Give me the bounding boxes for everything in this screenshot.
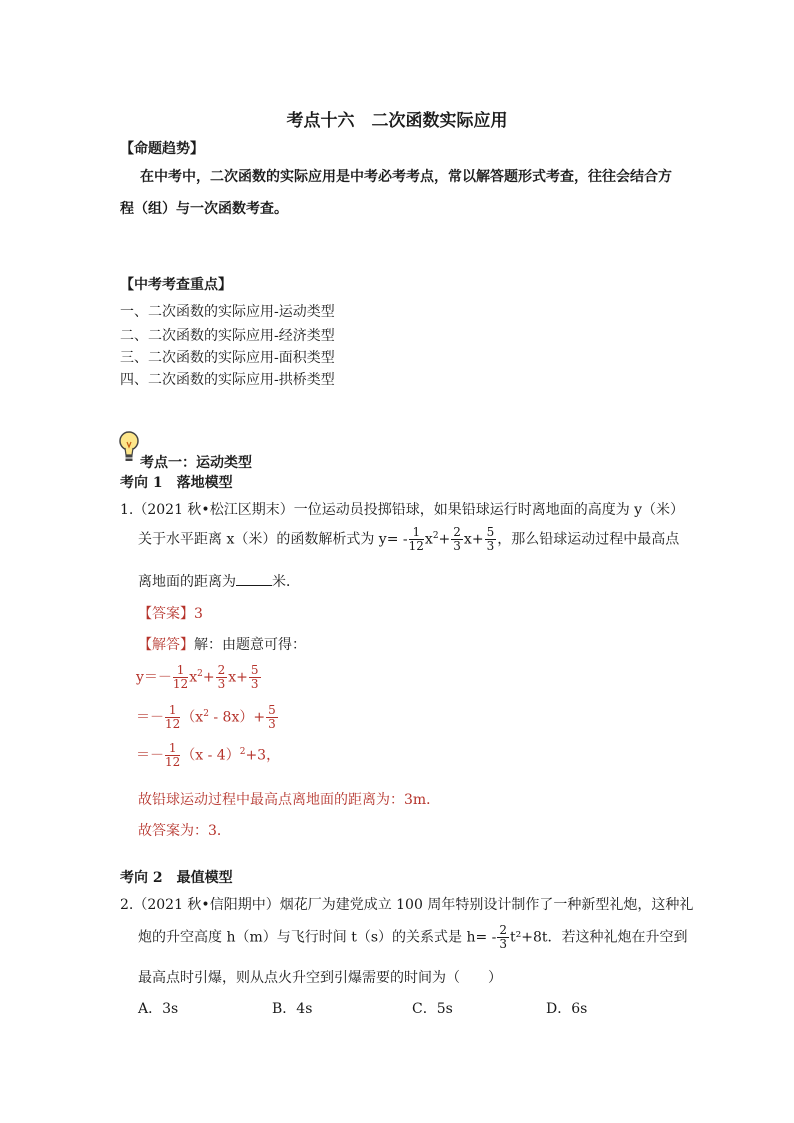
lightbulb-icon bbox=[118, 430, 140, 464]
solution-intro: 解：由题意可得： bbox=[194, 637, 306, 653]
q1-line3-prefix: 离地面的距离为 bbox=[138, 574, 236, 590]
q1-line1: 1.（2021 秋•松江区期末）一位运动员投掷铅球，如果铅球运行时离地面的高度为 y（米） bbox=[120, 502, 685, 518]
focus-item-2: 二、二次函数的实际应用-经济类型 bbox=[120, 328, 335, 344]
direction-2-heading: 考向 2 最值模型 bbox=[120, 870, 233, 886]
answer-value: 3 bbox=[194, 606, 203, 622]
q1-solution-intro bbox=[138, 634, 306, 654]
trend-paragraph-line2: 程（组）与一次函数考查。 bbox=[120, 201, 288, 217]
q1-fraction-2-3: $\frac{2}{3}$ bbox=[453, 525, 461, 554]
page-title: 考点十六 二次函数实际应用 bbox=[286, 111, 508, 131]
q2-option-a[interactable]: A．3s bbox=[138, 1001, 179, 1017]
q1-line3 bbox=[138, 571, 300, 591]
q2-line2 bbox=[138, 924, 688, 951]
section-heading: 考点一：运动类型 bbox=[140, 455, 252, 471]
q2-option-b[interactable]: B．4s bbox=[272, 1001, 313, 1017]
direction-1-heading: 考向 1 落地模型 bbox=[120, 475, 233, 491]
q1-fraction-1-12: $\frac{1}{12}$ bbox=[408, 525, 424, 554]
q2-line3: 最高点时引爆，则从点火升空到引爆需要的时间为（ ） bbox=[138, 970, 502, 986]
q1-answer-blank bbox=[236, 573, 272, 586]
q2-line2-suffix: t²+8t．若这种礼炮在升空到 bbox=[510, 929, 688, 946]
solution-step-3: ＝－ $\frac{1}{12}$ （x - 4）$^2$+3， bbox=[136, 741, 281, 770]
q1-line3-suffix: 米． bbox=[272, 574, 300, 590]
q1-line2: 关于水平距离 x（米）的函数解析式为 y= - $\frac{1}{12}$ $x^2+$ $\frac{2}{3}$ x+ $\frac{5}{3}$ ，那么铅球运动过程中最高点 bbox=[138, 525, 680, 554]
solution-step-1: y＝－ $\frac{1}{12}$ $x^2+$ $\frac{2}{3}$ x+ $\frac{5}{3}$ bbox=[136, 663, 259, 692]
focus-heading: 【中考考查重点】 bbox=[120, 277, 232, 293]
q1-answer bbox=[138, 603, 203, 623]
focus-item-1: 一、二次函数的实际应用-运动类型 bbox=[120, 304, 335, 320]
solution-label: 【解答】 bbox=[138, 637, 194, 653]
q2-line1: 2.（2021 秋•信阳期中）烟花厂为建党成立 100 周年特别设计制作了一种新型礼炮，这种礼 bbox=[120, 897, 694, 913]
focus-item-3: 三、二次函数的实际应用-面积类型 bbox=[120, 350, 335, 366]
q2-fraction-2-3: $\frac{2}{3}$ bbox=[499, 923, 508, 952]
solution-step-2: ＝－ $\frac{1}{12}$ $(x^2 - 8x)+$ $\frac{5}{3}$ bbox=[136, 703, 276, 732]
trend-paragraph-line1: 在中考中，二次函数的实际应用是中考必考考点，常以解答题形式考查，往往会结合方 bbox=[140, 169, 672, 185]
q1-final-answer: 故答案为：3． bbox=[138, 823, 231, 839]
q2-option-d[interactable]: D．6s bbox=[546, 1001, 588, 1017]
trend-heading: 【命题趋势】 bbox=[120, 141, 204, 157]
q1-fraction-5-3: $\frac{5}{3}$ bbox=[486, 525, 495, 554]
focus-item-4: 四、二次函数的实际应用-拱桥类型 bbox=[120, 372, 335, 388]
q1-line2-prefix: 关于水平距离 x（米）的函数解析式为 y= - bbox=[138, 531, 408, 548]
q1-conclusion: 故铅球运动过程中最高点离地面的距离为：3m． bbox=[138, 792, 441, 808]
q1-line2-suffix: ，那么铅球运动过程中最高点 bbox=[497, 531, 680, 548]
answer-label: 【答案】 bbox=[138, 606, 194, 622]
q2-line2-prefix: 炮的升空高度 h（m）与飞行时间 t（s）的关系式是 h= - bbox=[138, 929, 497, 946]
q2-option-c[interactable]: C．5s bbox=[412, 1001, 453, 1017]
